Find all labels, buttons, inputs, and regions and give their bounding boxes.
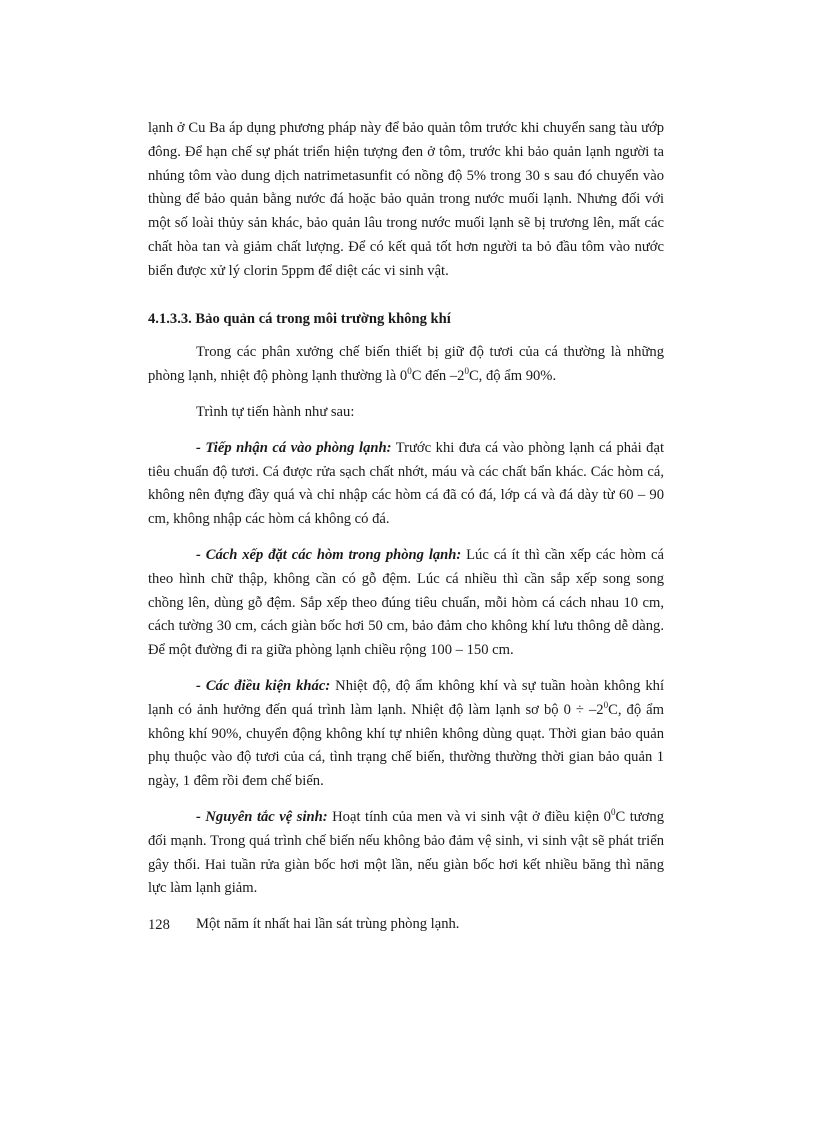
arrange-lead: - Cách xếp đặt các hòm trong phòng lạnh: <box>196 546 462 563</box>
conditions-item <box>148 675 664 794</box>
arrange-text: Lúc cá ít thì cần xếp các hòm cá theo hình chữ thập, không cần có gỗ đệm. Lúc cá nhiều thì cần sắp xếp song song chồng lên, dùng gỗ đệm. Sắp xếp theo đúng tiêu chuẩn, mỗi hòm cá cách nhau 10 cm, cách tường 30 cm, cách giàn bốc hơi 50 cm, bảo đảm cho không khí lưu thông dễ dàng. Để một đường đi ra giữa phòng lạnh chiều rộng 100 – 150 cm. <box>148 546 664 659</box>
conditions-sup: 0 <box>603 699 609 710</box>
room-text-2: C đến –2 <box>411 368 465 385</box>
hygiene-lead: - Nguyên tắc vệ sinh: <box>196 808 328 825</box>
arrange-item <box>148 544 664 663</box>
conditions-text-1: Nhiệt độ, độ ẩm không khí và sự tuần hoàn không khí lạnh có ảnh hưởng đến quá trình làm lạnh. Nhiệt độ làm lạnh sơ bộ 0 ÷ –2 <box>148 677 664 718</box>
room-sup-1: 0 <box>407 366 412 377</box>
hygiene-text-2: C tương đối mạnh. Trong quá trình chế biến nếu không bảo đảm vệ sinh, vi sinh vật sẽ phát triển gây thối. Hai tuần rửa giàn bốc hơi một lần, nếu giàn bốc hơi kết nhiều băng thì năng lực làm lạnh giảm. <box>148 808 664 897</box>
page-number: 128 <box>148 917 170 933</box>
hygiene-item <box>148 806 664 901</box>
receive-item <box>148 437 664 532</box>
page-content <box>148 117 664 937</box>
room-paragraph <box>148 341 664 389</box>
receive-lead: - Tiếp nhận cá vào phòng lạnh: <box>196 439 392 456</box>
closing-paragraph: Một năm ít nhất hai lần sát trùng phòng lạnh. <box>196 916 460 933</box>
hygiene-text-1: Hoạt tính của men và vi sinh vật ở điều kiện 0 <box>327 808 611 825</box>
room-text-3: C, độ ẩm 90%. <box>468 368 557 385</box>
conditions-text-2: C, độ ẩm không khí 90%, chuyển động không khí tự nhiên không dùng quạt. Thời gian bảo quản phụ thuộc vào độ tươi của cá, tình trạng chế biến, thường thường thời gian bảo quản 1 ngày, 1 đêm rồi đem chế biến. <box>148 701 664 790</box>
receive-text: Trước khi đưa cá vào phòng lạnh cá phải đạt tiêu chuẩn độ tươi. Cá được rửa sạch chất nhớt, máu và các chất bẩn khác. Các hòm cá, không nên đựng đầy quá và chỉ nhập các hòm cá đã có đá, lớp cá và đá dày từ 60 – 90 cm, không nhập các hòm cá không có đá. <box>148 439 665 528</box>
intro-paragraph: lạnh ở Cu Ba áp dụng phương pháp này để bảo quản tôm trước khi chuyển sang tàu ướp đông. Để hạn chế sự phát triển hiện tượng đen ở tôm, trước khi bảo quản lạnh người ta nhúng tôm vào dung dịch natrimetasunfit có nồng độ 5% trong 30 s sau đó chuyển vào thùng để bảo quản bằng nước đá hoặc bảo quản trong nước muối lạnh. Nhưng đối với một số loài thủy sản khác, bảo quản lâu trong nước muối lạnh sẽ bị trương lên, mất các chất hòa tan và giảm chất lượng. Để có kết quả tốt hơn người ta bỏ đầu tôm vào nước biển được xử lý clorin 5ppm để diệt các vi sinh vật. <box>148 120 664 279</box>
sequence-paragraph: Trình tự tiến hành như sau: <box>196 403 355 420</box>
hygiene-sup: 0 <box>610 806 616 817</box>
conditions-lead: - Các điều kiện khác: <box>196 677 331 694</box>
section-heading: 4.1.3.3. Bảo quản cá trong môi trường không khí <box>148 310 451 327</box>
room-sup-2: 0 <box>464 366 469 377</box>
room-text-1: Trong các phân xưởng chế biến thiết bị giữ độ tươi của cá thường là những phòng lạnh, nhiệt độ phòng lạnh thường là 0 <box>148 344 664 385</box>
